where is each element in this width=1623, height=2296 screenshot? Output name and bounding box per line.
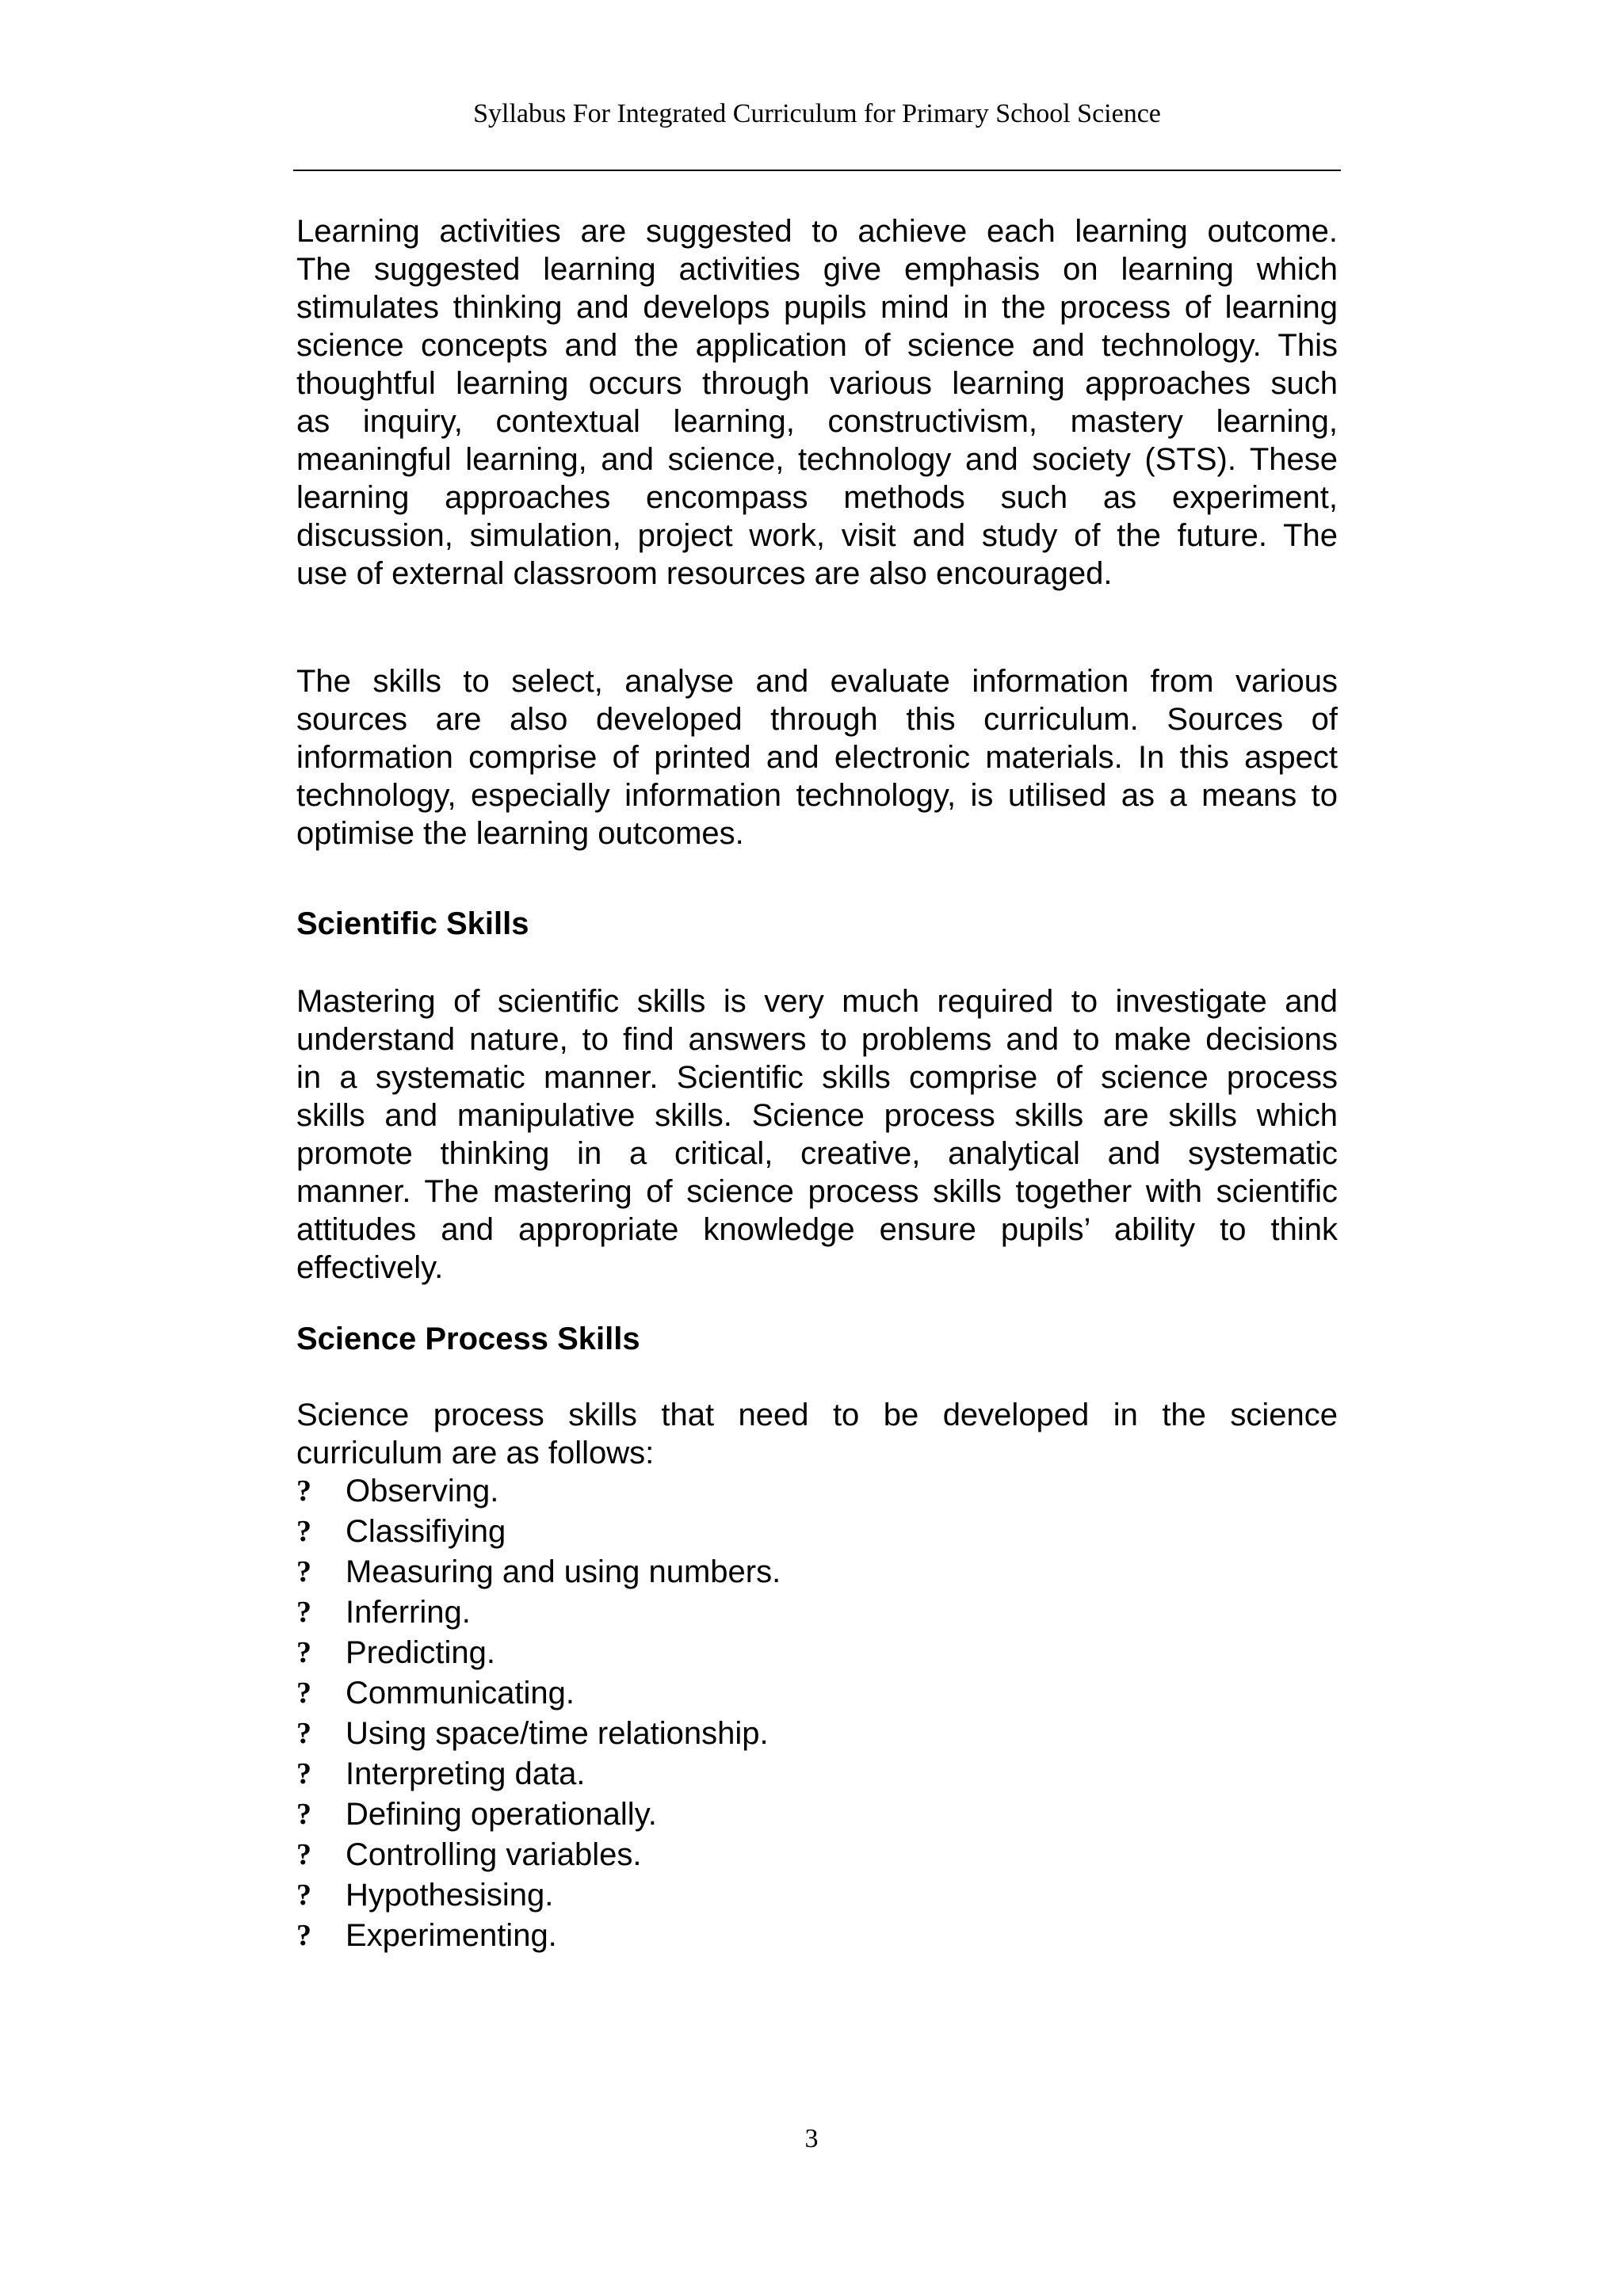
list-item xyxy=(296,1755,1338,1795)
header-rule xyxy=(293,170,1341,171)
bullet-marker: ? xyxy=(296,1515,311,1548)
text-line: technology, especially information technology, is utilised as a means to xyxy=(296,778,1338,813)
text-line: as inquiry, contextual learning, constructivism, mastery learning, xyxy=(296,404,1338,439)
text-line: use of external classroom resources are also encouraged. xyxy=(296,556,1113,591)
bullet-marker: ? xyxy=(296,1636,311,1669)
text-line: optimise the learning outcomes. xyxy=(296,816,744,851)
text-line: The suggested learning activities give emphasis on learning which xyxy=(296,252,1338,287)
text-line: learning approaches encompass methods such as experiment, xyxy=(296,480,1338,515)
running-header: Syllabus For Integrated Curriculum for Primary School Science xyxy=(473,99,1161,128)
text-line: discussion, simulation, project work, visit and study of the future. The xyxy=(296,518,1338,553)
text-line: meaningful learning, and science, technology and society (STS). These xyxy=(296,442,1338,477)
paragraph-process-skills-intro xyxy=(296,1396,1338,1472)
text-line: Science process skills that need to be developed in the science xyxy=(296,1398,1338,1432)
list-item-label: Measuring and using numbers. xyxy=(346,1554,781,1589)
text-line: information comprise of printed and electronic materials. In this aspect xyxy=(296,740,1338,775)
list-item-label: Communicating. xyxy=(346,1676,575,1711)
list-item-label: Predicting. xyxy=(346,1635,495,1670)
text-line: Mastering of scientific skills is very much required to investigate and xyxy=(296,984,1338,1019)
list-item xyxy=(296,1634,1338,1674)
list-item-label: Controlling variables. xyxy=(346,1837,642,1872)
page-number: 3 xyxy=(804,2124,819,2153)
list-item-label: Using space/time relationship. xyxy=(346,1716,769,1751)
list-item xyxy=(296,1714,1338,1755)
list-item-label: Observing. xyxy=(346,1474,499,1508)
list-item xyxy=(296,1553,1338,1593)
list-item xyxy=(296,1795,1338,1836)
paragraph-scientific-skills xyxy=(296,982,1338,1287)
bullet-marker: ? xyxy=(296,1919,311,1952)
list-item-label: Hypothesising. xyxy=(346,1878,554,1913)
text-line: effectively. xyxy=(296,1250,444,1285)
list-item-label: Defining operationally. xyxy=(346,1797,657,1832)
text-line: attitudes and appropriate knowledge ensure pupils’ ability to think xyxy=(296,1212,1338,1247)
paragraph-information-skills xyxy=(296,662,1338,852)
bullet-marker: ? xyxy=(296,1596,311,1629)
bullet-marker: ? xyxy=(296,1838,311,1871)
heading-science-process-skills: Science Process Skills xyxy=(296,1322,640,1356)
list-item xyxy=(296,1836,1338,1876)
list-item xyxy=(296,1593,1338,1634)
list-item-label: Classifiying xyxy=(346,1514,506,1549)
bullet-marker: ? xyxy=(296,1555,311,1589)
bullet-marker: ? xyxy=(296,1474,311,1508)
list-item-label: Inferring. xyxy=(346,1595,471,1630)
bullet-marker: ? xyxy=(296,1878,311,1912)
list-item xyxy=(296,1472,1338,1512)
list-item xyxy=(296,1876,1338,1917)
text-line: promote thinking in a critical, creative, analytical and systematic xyxy=(296,1136,1338,1171)
text-line: manner. The mastering of science process skills together with scientific xyxy=(296,1174,1338,1209)
text-line: thoughtful learning occurs through various learning approaches such xyxy=(296,366,1338,401)
list-item xyxy=(296,1917,1338,1957)
text-line: curriculum are as follows: xyxy=(296,1436,655,1470)
bullet-marker: ? xyxy=(296,1757,311,1791)
text-line: science concepts and the application of science and technology. This xyxy=(296,328,1338,363)
text-line: The skills to select, analyse and evaluate information from various xyxy=(296,664,1338,699)
heading-scientific-skills: Scientific Skills xyxy=(296,906,529,941)
list-item-label: Interpreting data. xyxy=(346,1756,586,1791)
list-item xyxy=(296,1512,1338,1553)
text-line: understand nature, to find answers to problems and to make decisions xyxy=(296,1022,1338,1057)
text-line: sources are also developed through this curriculum. Sources of xyxy=(296,702,1338,737)
bullet-marker: ? xyxy=(296,1798,311,1831)
list-item xyxy=(296,1674,1338,1714)
text-line: skills and manipulative skills. Science process skills are skills which xyxy=(296,1098,1338,1133)
bullet-marker: ? xyxy=(296,1717,311,1750)
text-line: Learning activities are suggested to achieve each learning outcome. xyxy=(296,214,1338,249)
text-line: in a systematic manner. Scientific skills comprise of science process xyxy=(296,1060,1338,1095)
paragraph-learning-activities xyxy=(296,212,1338,593)
list-item-label: Experimenting. xyxy=(346,1918,557,1953)
text-line: stimulates thinking and develops pupils mind in the process of learning xyxy=(296,290,1338,325)
process-skills-list xyxy=(296,1472,1338,1957)
bullet-marker: ? xyxy=(296,1676,311,1710)
